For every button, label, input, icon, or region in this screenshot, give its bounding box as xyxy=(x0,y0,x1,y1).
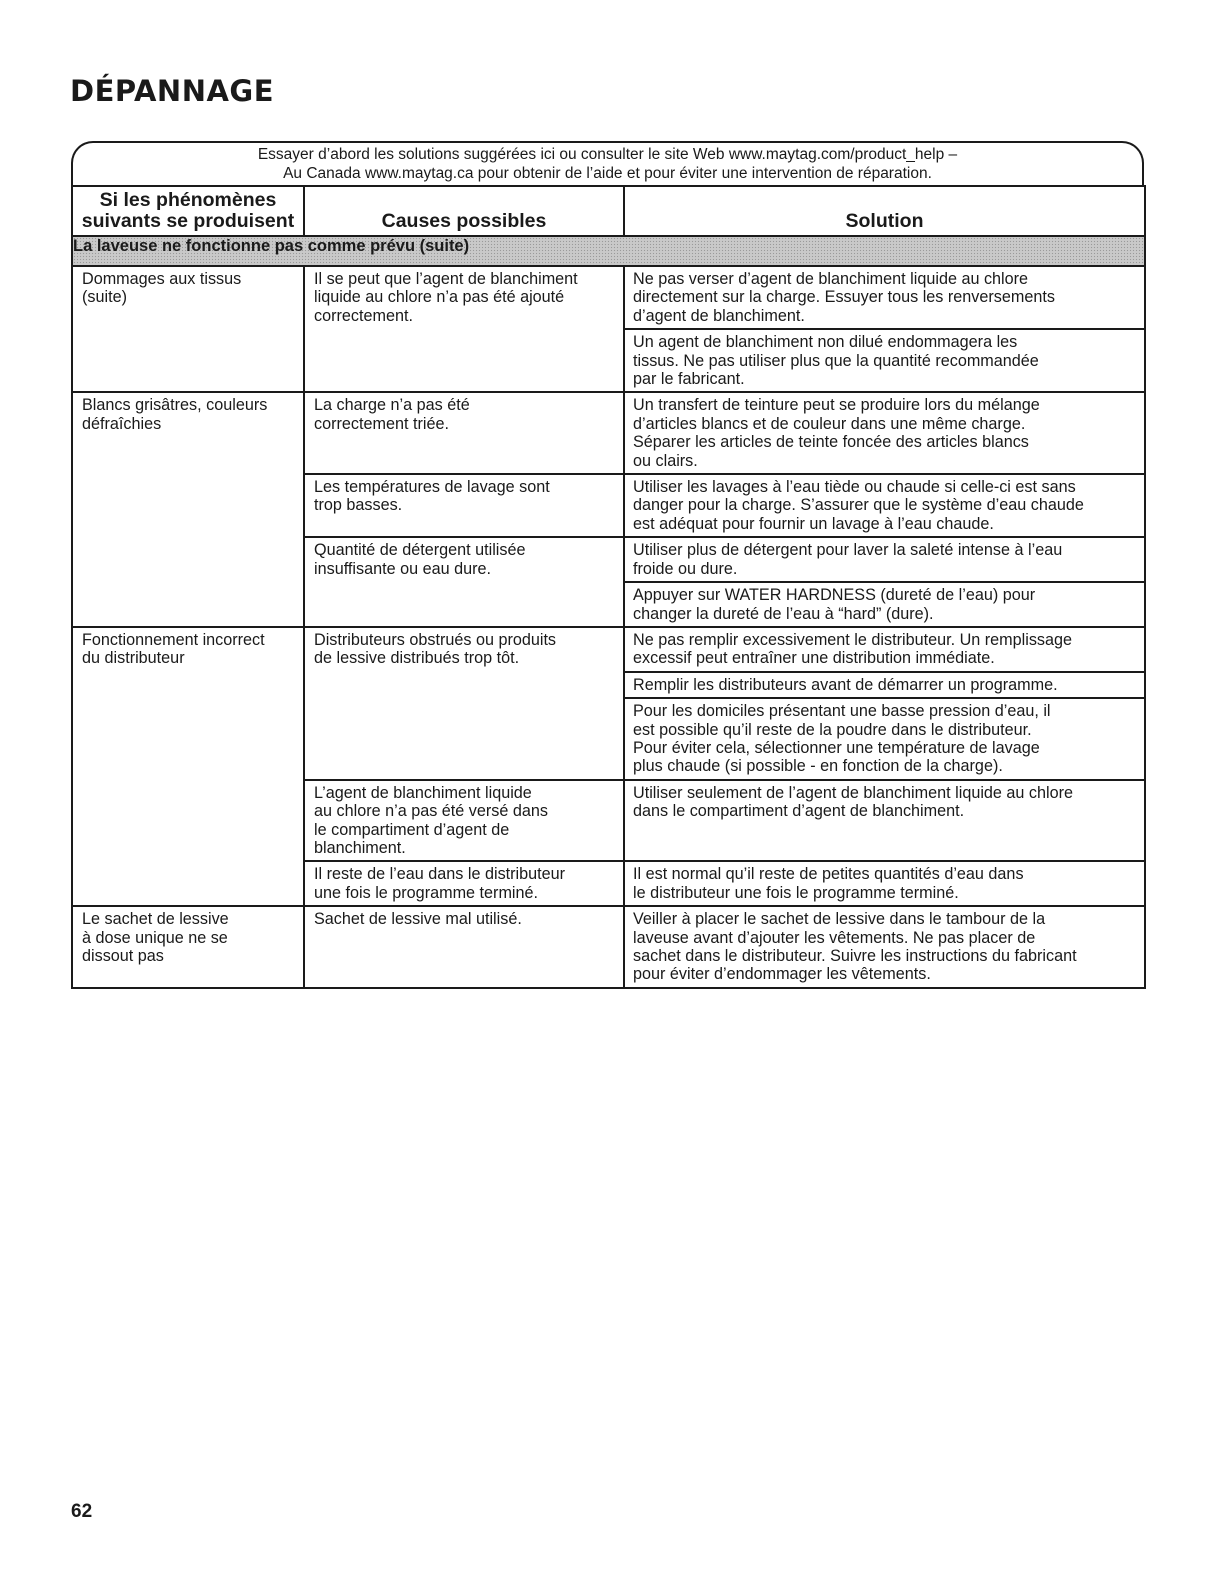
intro-line-2: Au Canada www.maytag.ca pour obtenir de l’aide et pour éviter une intervention de réparation. xyxy=(283,165,932,182)
cause-text: Distributeurs obstrués ou produits de lessive distribués trop tôt. xyxy=(314,630,557,668)
solution-text: Il est normal qu’il reste de petites quantités d’eau dans le distributeur une fois le programme terminé. xyxy=(633,865,1024,902)
problem-text: Fonctionnement incorrect du distributeur xyxy=(82,630,265,668)
table-row xyxy=(72,266,1145,392)
cause-cell xyxy=(304,537,624,627)
header-phenomena xyxy=(72,186,304,236)
page-title: DÉPANNAGE xyxy=(70,74,275,108)
solution-text: Pour les domiciles présentant une basse pression d’eau, il est possible qu’il reste de la poudre dans le distributeur. Pour éviter cela, sélectionner une température de lavage plus chaude (si possible - en fonction de la charge). xyxy=(633,702,1051,776)
problem-text: Le sachet de lessive à dose unique ne se dissout pas xyxy=(82,910,229,965)
troubleshooting-frame xyxy=(71,141,1144,989)
header-phenomena-line-2: suivants se produisent xyxy=(81,210,295,232)
solution-text: Un transfert de teinture peut se produire lors du mélange d’articles blancs et de couleur dans une même charge. Séparer les articles de teinte foncée des articles blancs ou clairs. xyxy=(633,396,1040,470)
section-title: La laveuse ne fonctionne pas comme prévu (suite) xyxy=(72,236,1145,266)
solution-cell xyxy=(624,537,1145,627)
problem-cell xyxy=(72,266,304,392)
solution-cell xyxy=(624,627,1145,780)
problem-cell xyxy=(72,906,304,988)
cause-cell xyxy=(304,780,624,862)
cause-cell xyxy=(304,861,624,906)
solution-text: Ne pas remplir excessivement le distributeur. Un remplissage excessif peut entraîner une distribution immédiate. xyxy=(625,628,1144,673)
cause-text: Sachet de lessive mal utilisé. xyxy=(314,910,522,929)
cause-cell xyxy=(304,266,624,392)
solution-cell xyxy=(624,392,1145,474)
solution-cell xyxy=(624,474,1145,537)
table-row xyxy=(72,392,1145,474)
problem-cell xyxy=(72,627,304,906)
problem-text: Blancs grisâtres, couleurs défraîchies xyxy=(82,396,268,433)
solution-cell xyxy=(624,861,1145,906)
solution-cell xyxy=(624,266,1145,392)
problem-cell xyxy=(72,392,304,626)
solution-text: Utiliser seulement de l’agent de blanchiment liquide au chlore dans le compartiment d’agent de blanchiment. xyxy=(633,783,1074,821)
cause-cell xyxy=(304,906,624,988)
cause-text: La charge n’a pas été correctement triée. xyxy=(314,396,470,433)
solution-text: Remplir les distributeurs avant de démarrer un programme. xyxy=(625,673,1144,699)
solution-text: Utiliser les lavages à l’eau tiède ou chaude si celle-ci est sans danger pour la charge. S’assurer que le système d’eau chaude est adéquat pour fournir un lavage à l’eau chaude. xyxy=(633,478,1084,533)
page-number: 62 xyxy=(71,1501,93,1522)
solution-text: Un agent de blanchiment non dilué endommagera les tissus. Ne pas utiliser plus que la quantité recommandée par le fabricant. xyxy=(633,333,1039,389)
cause-text: L’agent de blanchiment liquide au chlore n’a pas été versé dans le compartiment d’agent de blanchiment. xyxy=(314,783,548,857)
cause-text: Il reste de l’eau dans le distributeur une fois le programme terminé. xyxy=(314,865,566,902)
cause-text: Les températures de lavage sont trop basses. xyxy=(314,478,550,515)
solution-text: Utiliser plus de détergent pour laver la saleté intense à l’eau froide ou dure. xyxy=(625,538,1144,583)
cause-text: Il se peut que l’agent de blanchiment liquide au chlore n’a pas été ajouté correctement. xyxy=(314,270,578,325)
solution-cell xyxy=(624,906,1145,988)
solution-cell xyxy=(624,780,1145,862)
troubleshooting-table xyxy=(71,185,1146,989)
cause-cell xyxy=(304,474,624,537)
table-row xyxy=(72,906,1145,988)
cause-cell xyxy=(304,627,624,780)
section-header-row xyxy=(72,236,1145,266)
intro-box xyxy=(71,141,1144,185)
solution-text: Ne pas verser d’agent de blanchiment liquide au chlore directement sur la charge. Essuyer tous les renversements d’agent de blanchiment. xyxy=(625,267,1144,330)
cause-cell xyxy=(304,392,624,474)
header-solution: Solution xyxy=(624,186,1145,236)
table-body xyxy=(72,236,1145,988)
table-row xyxy=(72,627,1145,780)
intro-line-1: Essayer d’abord les solutions suggérées ici ou consulter le site Web www.maytag.com/product_help – xyxy=(257,146,958,163)
problem-text: Dommages aux tissus (suite) xyxy=(82,270,242,307)
solution-text: Appuyer sur WATER HARDNESS (dureté de l’eau) pour changer la dureté de l’eau à “hard” (dure). xyxy=(633,586,1036,623)
solution-text: Veiller à placer le sachet de lessive dans le tambour de la laveuse avant d’ajouter les vêtements. Ne pas placer de sachet dans le distributeur. Suivre les instructions du fabricant pour éviter d’endommager les vêtements. xyxy=(633,910,1077,984)
header-phenomena-line-1: Si les phénomènes xyxy=(99,189,277,211)
cause-text: Quantité de détergent utilisée insuffisante ou eau dure. xyxy=(314,541,526,578)
header-causes: Causes possibles xyxy=(304,186,624,236)
